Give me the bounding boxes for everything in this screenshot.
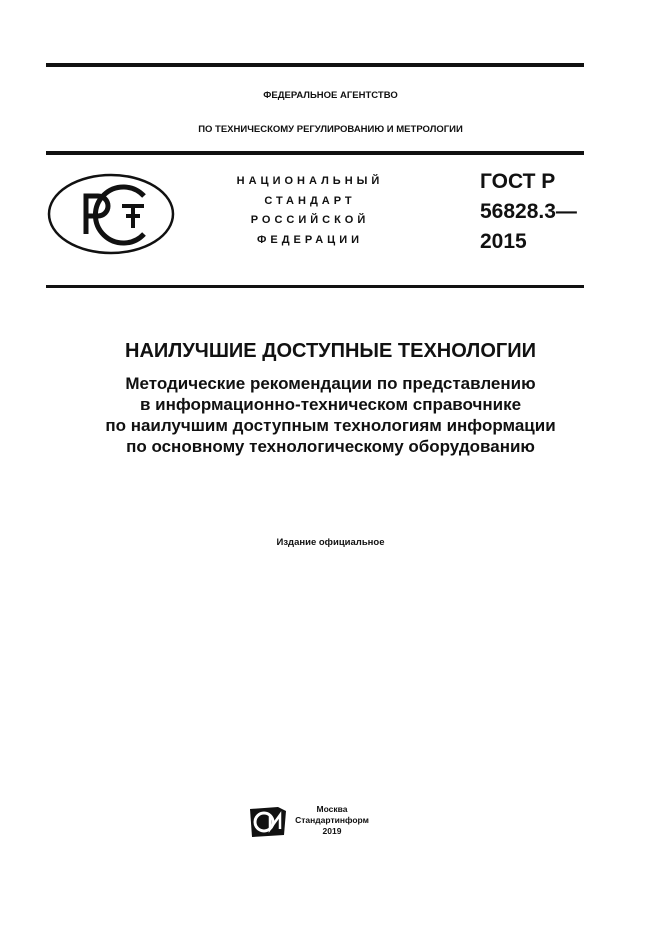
designation-line: 56828.3— xyxy=(480,200,577,223)
divider-rule xyxy=(46,285,584,288)
standard-type-line: НАЦИОНАЛЬНЫЙ xyxy=(236,175,384,187)
subtitle-line: по наилучшим доступным технологиям информации xyxy=(105,416,556,435)
subtitle-line: в информационно-техническом справочнике xyxy=(139,395,522,414)
designation-line: ГОСТ Р xyxy=(480,170,556,193)
standard-type-line: ФЕДЕРАЦИИ xyxy=(256,233,364,246)
publication-year: 2019 xyxy=(322,826,342,836)
subtitle-line: по основному технологическому оборудованию xyxy=(126,437,535,456)
standard-type xyxy=(225,172,395,250)
subtitle-line: Методические рекомендации по представлению xyxy=(125,374,536,393)
publisher-city: Москва xyxy=(316,804,348,814)
designation-line: 2015 xyxy=(480,230,527,253)
header-rule xyxy=(46,151,584,155)
publisher-info xyxy=(292,804,372,837)
publisher-name: Стандартинформ xyxy=(295,815,369,825)
rst-logo-icon xyxy=(46,172,176,256)
document-title: НАИЛУЧШИЕ ДОСТУПНЫЕ ТЕХНОЛОГИИ xyxy=(125,340,536,362)
top-rule xyxy=(46,63,584,67)
agency-line-2: ПО ТЕХНИЧЕСКОМУ РЕГУЛИРОВАНИЮ И МЕТРОЛОГИИ xyxy=(198,124,463,135)
standartinform-logo-icon xyxy=(248,805,288,839)
edition-label: Издание официальное xyxy=(276,537,385,548)
agency-line-1: ФЕДЕРАЛЬНОЕ АГЕНТСТВО xyxy=(263,90,398,101)
standard-type-line: РОССИЙСКОЙ xyxy=(250,214,370,226)
document-subtitle xyxy=(0,373,661,457)
standard-type-line: СТАНДАРТ xyxy=(264,194,356,207)
standard-designation xyxy=(480,167,577,257)
